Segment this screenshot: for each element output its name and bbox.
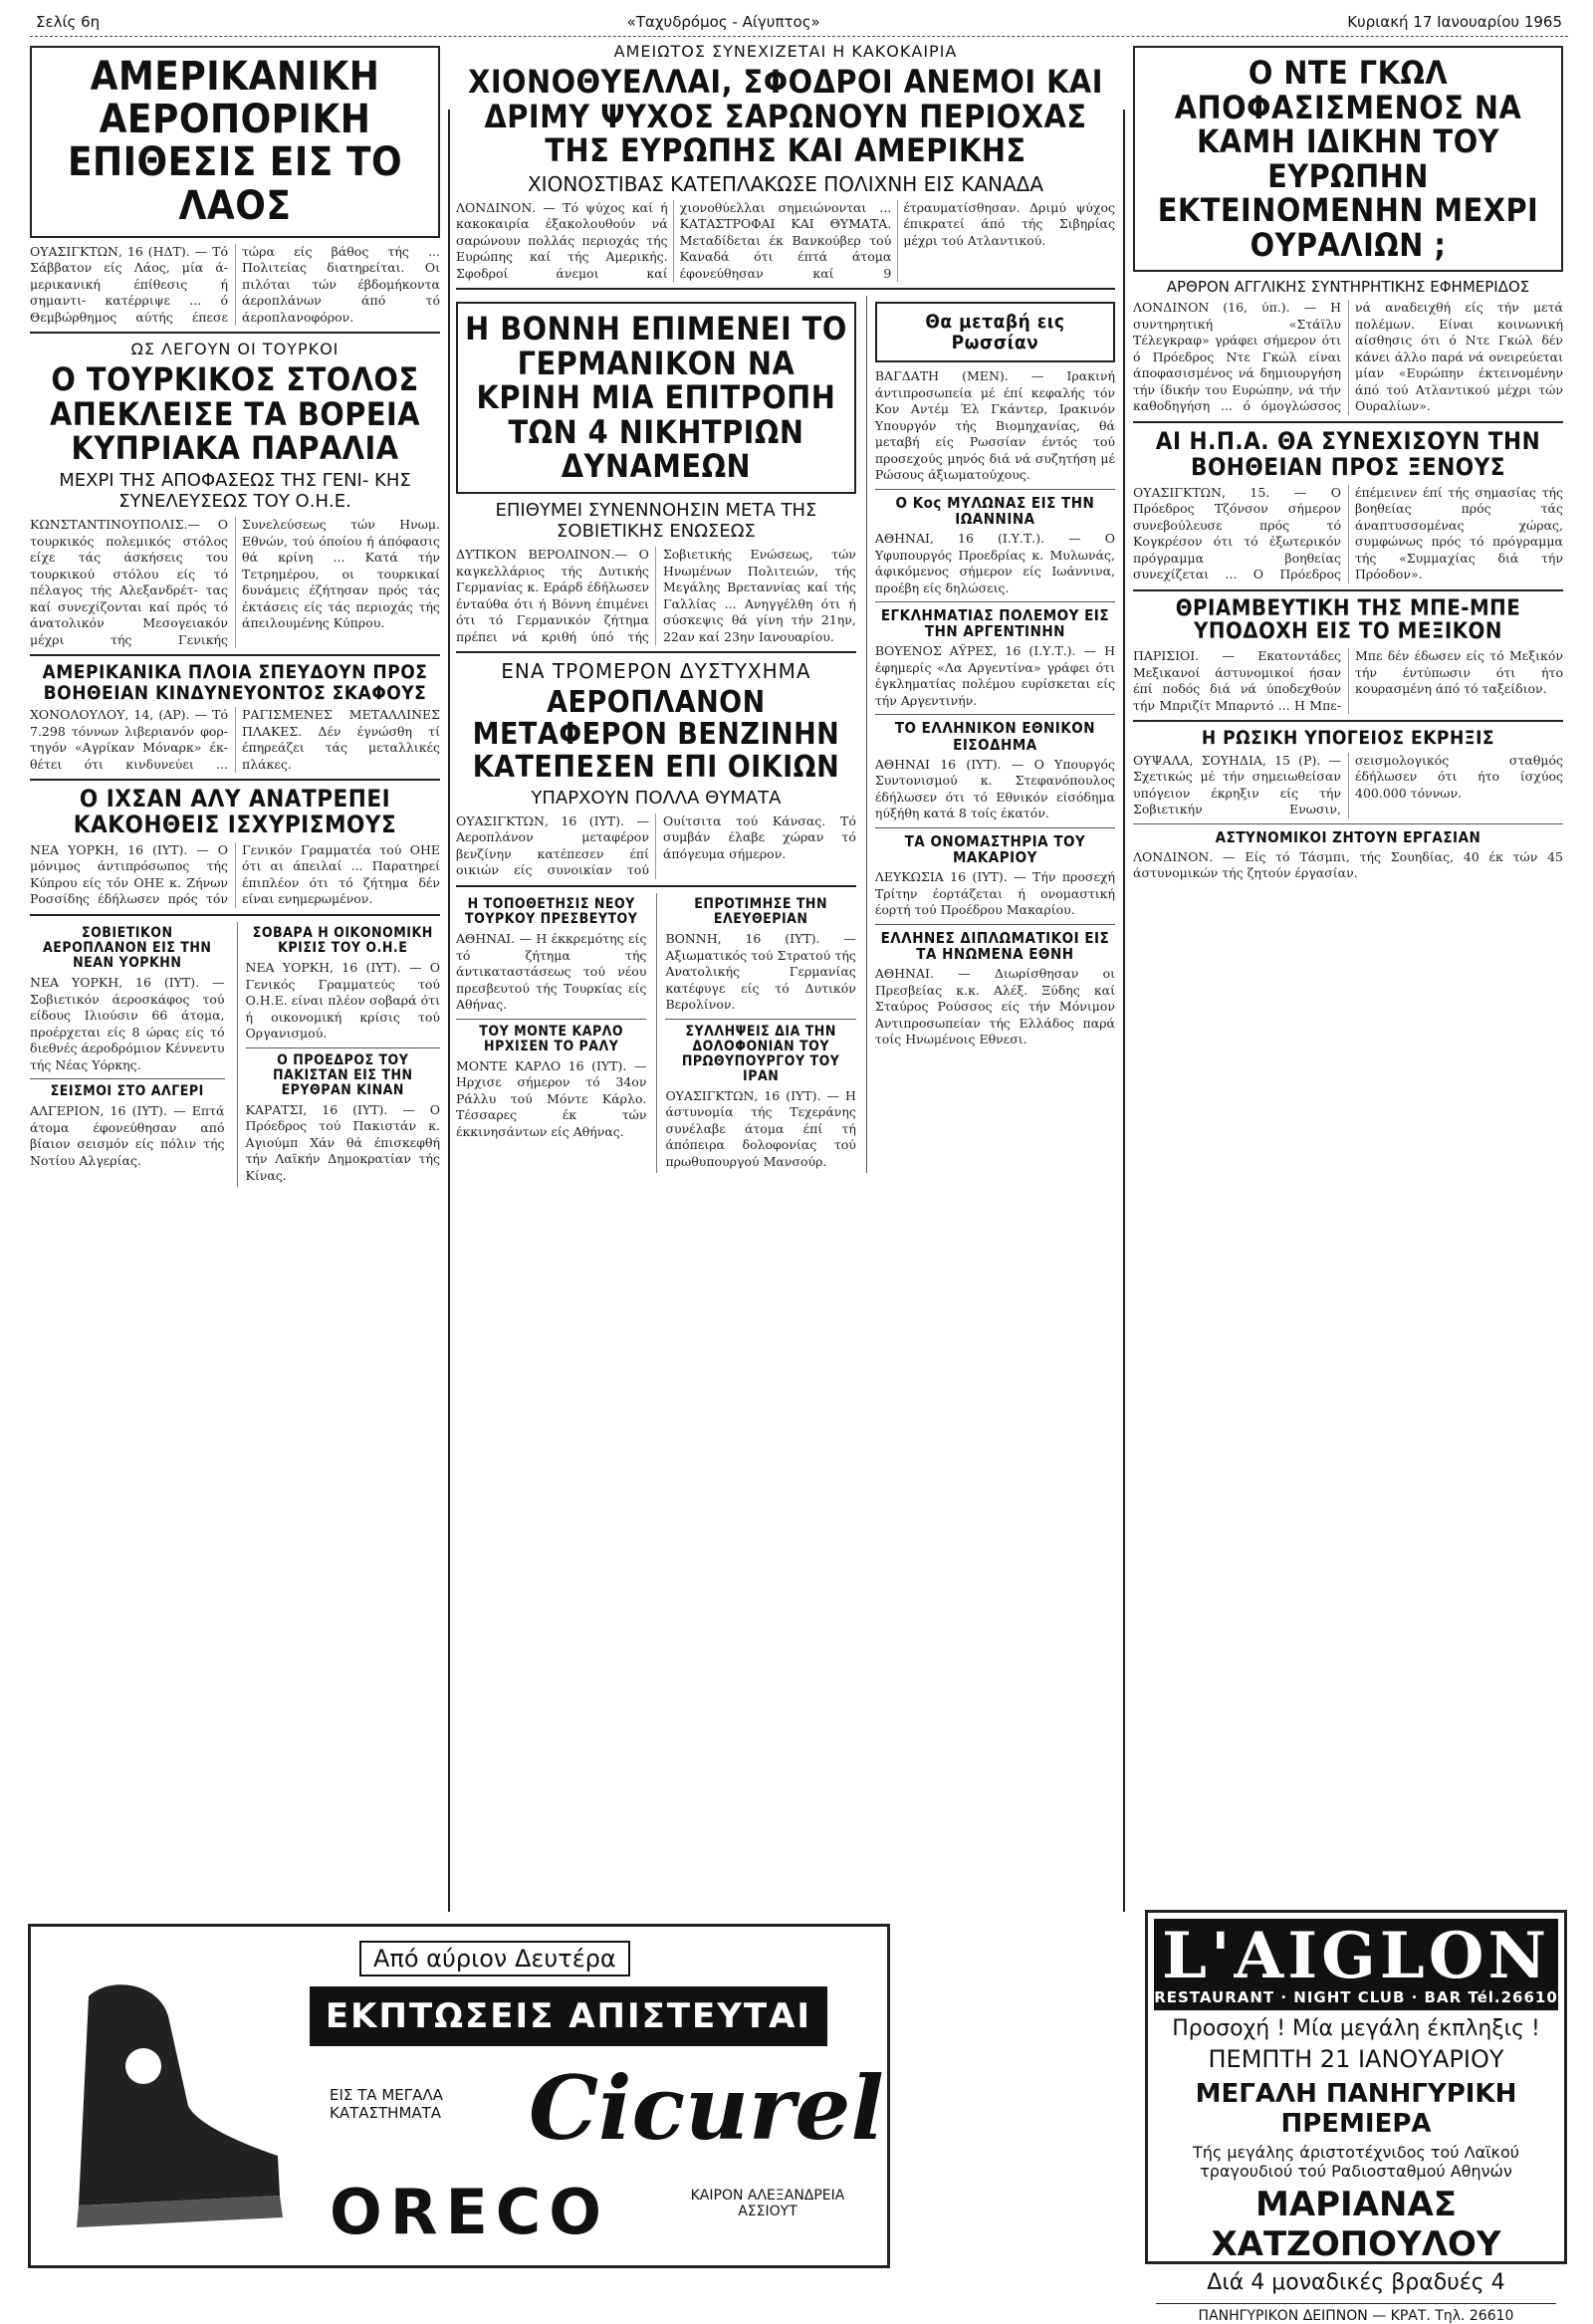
divider: [875, 924, 1115, 925]
article-body: ΑΘΗΝΑΙ, 16 (Ι.Υ.Τ.). — Ο Υφυπουργός Προεδρίας κ. Μυλωνάς, άφικόμενος σήμερον είς Ιωάννινα, προέβη είς δηλώσεις.: [874, 531, 1115, 595]
article-kicker: Θα μεταβή εις Ρωσσίαν: [925, 311, 1065, 353]
middle-split: [456, 296, 1115, 1173]
article-headline: ΣΟΒΙΕΤΙΚΟΝ ΑΕΡΟΠΛΑΝΟΝ ΕΙΣ ΤΗΝ ΝΕΑΝ ΥΟΡΚΗΝ: [43, 924, 212, 972]
article-headline: Ο Κος ΜΥΛΩΝΑΣ ΕΙΣ ΤΗΝ ΙΩΑΝΝΙΝΑ: [895, 493, 1095, 528]
article-headline: Η ΒΟΝΝΗ ΕΠΙΜΕΝΕΙ ΤΟ ΓΕΡΜΑΝΙΚΟΝ ΝΑ ΚΡΙΝΗ ΜΙΑ ΕΠΙΤΡΟΠΗ ΤΩΝ 4 ΝΙΚΗΤΡΙΩΝ ΔΥΝΑΜΕΩΝ: [465, 310, 847, 486]
ad-logo: L'AIGLON: [1161, 1919, 1551, 1993]
ad-line: ΠΑΝΗΓΥΡΙΚΟΝ ΔΕΙΠΝΟΝ — ΚΡΑΤ. Τηλ. 26610: [1156, 2303, 1556, 2324]
article-de-gaulle: [1133, 46, 1563, 272]
article-headline: ΣΥΛΛΗΨΕΙΣ ΔΙΑ ΤΗΝ ΔΟΛΟΦΟΝΙΑΝ ΤΟΥ ΠΡΩΘΥΠΟΥΡΓΟΥ ΤΟΥ ΙΡΑΝ: [681, 1023, 840, 1084]
article-body: ΛΟΝΔΙΝΟΝ. — Τό ψύχος καί ή κακοκαιρία έξακολουθούν νά σαρώνουν πολλάς περιοχάς τής Ευρώπης καί τής Αμερικής. Σφοδροί άνεμοι καί χιονοθύελλαι σημειώνονται ... ΚΑΤΑΣΤΡΟΦΑΙ ΚΑΙ ΘΥΜΑΤΑ. Μεταδίδεται έκ Βανκούβερ τού Καναδά ότι έπτά άτομα έφονεύθησαν καί 9 έτραυματίσθησαν. Δριμύ ψύχος έπικρατεί άπό τής Σιβηρίας μέχρι τού Ατλαντικού.: [456, 199, 1115, 281]
article-headline: ΑΙ Η.Π.Α. ΘΑ ΣΥΝΕΧΙΣΟΥΝ ΤΗΝ ΒΟΗΘΕΙΑΝ ΠΡΟΣ ΞΕΝΟΥΣ: [1155, 426, 1541, 481]
column-middle: [456, 40, 1115, 1912]
ad-line: Διά 4 μοναδικές βραδυές 4: [1207, 2270, 1505, 2295]
advertisement-laiglon: [1145, 1910, 1567, 2324]
issue-date: Κυριακή 17 Ιανουαρίου 1965: [1341, 13, 1568, 31]
article-body: ΜΟΝΤΕ ΚΑΡΛΟ 16 (ΙΥΤ). — Ηρχισε σήμερον τό 34ον Ράλλυ τού Μόντε Κάρλο. Τέσσαρες έκ τών έκκινησάντων είς Αθήνας.: [456, 1057, 647, 1139]
ad-line: Τής μεγάλης άριστοτέχνιδος τού Λαϊκού τραγουδιού τού Ραδιοσταθμού Αθηνών: [1192, 2143, 1520, 2181]
article-headline: ΕΠΡΟΤΙΜΗΣΕ ΤΗΝ ΕΛΕΥΘΕΡΙΑΝ: [694, 895, 828, 927]
article-body: ΑΛΓΕΡΙΟΝ, 16 (ΙΥΤ). — Επτά άτομα έφονεύθησαν από βίαιον σεισμόν είς πόλιν τής Νοτίου Αλγερίας.: [30, 1103, 225, 1168]
article-headline: ΑΣΤΥΝΟΜΙΚΟΙ ΖΗΤΟΥΝ ΕΡΓΑΣΙΑΝ: [1215, 827, 1481, 846]
article-headline: Ο ΠΡΟΕΔΡΟΣ ΤΟΥ ΠΑΚΙΣΤΑΝ ΕΙΣ ΤΗΝ ΕΡΥΘΡΑΝ ΚΙΝΑΝ: [272, 1051, 413, 1098]
article-laos-attack: [30, 46, 440, 238]
shoe-illustration: [49, 1957, 298, 2245]
short-news-right: [656, 893, 855, 1174]
divider: [665, 1019, 855, 1020]
article-headline: Ο ΤΟΥΡΚΙΚΟΣ ΣΤΟΛΟΣ ΑΠΕΚΛΕΙΣΕ ΤΑ ΒΟΡΕΙΑ ΚΥΠΡΙΑΚΑ ΠΑΡΑΛΙΑ: [50, 360, 420, 468]
article-bonn: [456, 302, 856, 494]
article-headline: ΤΑ ΟΝΟΜΑΣΤΗΡΙΑ ΤΟΥ ΜΑΚΑΡΙΟΥ: [904, 831, 1086, 866]
shoe-silhouette-icon: [79, 1984, 280, 2206]
article-headline: ΧΙΟΝΟΘΥΕΛΛΑΙ, ΣΦΟΔΡΟΙ ΑΝΕΜΟΙ ΚΑΙ ΔΡΙΜΥ ΨΥΧΟΣ ΣΑΡΩΝΟΥΝ ΠΕΡΙΟΧΑΣ ΤΗΣ ΕΥΡΩΠΗΣ ΚΑΙ ΑΜΕΡΙΚΗΣ: [468, 63, 1103, 170]
ad-logo-banner: [1154, 1919, 1558, 2010]
ad-headline: ΕΚΠΤΩΣΕΙΣ ΑΠΙΣΤΕΥΤΑΙ: [310, 1986, 827, 2046]
article-body: ΝΕΑ ΥΟΡΚΗ, 16 (ΙΥΤ). — Σοβιετικόν άεροσκάφος τού είδους Ιλιούσιν 66 άτομα, προέρχεται είς 8 ώρας είς τό διεθνές άεροδρόμιον Κέννεντυ τής Νέας Υόρκης.: [30, 975, 225, 1072]
article-body: ΛΟΝΔΙΝΟΝ (16, ύπ.). — Η συντηρητική «Στάϊλυ Τέλεγκραφ» γράφει σήμερον ότι ό Πρόεδρος Ντε Γκώλ είναι άποφασισμένος νά δημιουργήση τήν ίδικήν του Ευρώπην, νά τήν καθοδηγήση ... ό όμογλώσσος νά αναδειχθή είς τήν μετά πολέμων. Είναι κοινωνική αίσθησις ότι ό Ντε Γκώλ δέν κάνει άλλο παρά νά ονειρεύεται μίαν «Ευρώπην έκτεινομένην άπό τού Ατλαντικού μέχρι τών Ουραλίων».: [1133, 300, 1563, 414]
article-subheadline: ΧΙΟΝΟΣΤΙΒΑΣ ΚΑΤΕΠΛΑΚΩΣΕ ΠΟΛΙΧΝΗ ΕΙΣ ΚΑΝΑΔΑ: [527, 171, 1044, 196]
article-subheadline: ΜΕΧΡΙ ΤΗΣ ΑΠΟΦΑΣΕΩΣ ΤΗΣ ΓΕΝΙ- ΚΗΣ ΣΥΝΕΛΕΥΣΕΩΣ ΤΟΥ Ο.Η.Ε.: [59, 469, 411, 513]
divider: [456, 651, 856, 653]
divider: [1133, 421, 1563, 423]
short-news-row: [456, 893, 856, 1174]
article-headline: ΑΜΕΡΙΚΑΝΙΚΗ ΑΕΡΟΠΟΡΙΚΗ ΕΠΙΘΕΣΙΣ ΕΙΣ ΤΟ ΛΑΟΣ: [67, 54, 403, 229]
article-body: ΝΕΑ ΥΟΡΚΗ, 16 (ΙΥΤ). — Ο Γενικός Γραμματεύς τού Ο.Η.Ε. είναι πλέον σοβαρά ότι ή οικονομική κρίσις τού Οργανισμού.: [245, 960, 440, 1042]
ad-left-note: ΕΙΣ ΤΑ ΜΕΓΑΛΑ ΚΑΤΑΣΤΗΜΑΤΑ: [330, 2086, 443, 2122]
shoe-highlight-icon: [125, 2048, 161, 2084]
page-number: Σελίς 6η: [30, 13, 106, 31]
article-headline: ΤΟ ΕΛΛΗΝΙΚΟΝ ΕΘΝΙΚΟΝ ΕΙΣΟΔΗΜΑ: [894, 719, 1096, 754]
divider: [875, 827, 1115, 828]
article-subheadline: ΕΠΙΘΥΜΕΙ ΣΥΝΕΝΝΟΗΣΙΝ ΜΕΤΑ ΤΗΣ ΣΟΒΙΕΤΙΚΗΣ ΕΝΩΣΕΩΣ: [495, 499, 817, 543]
divider: [456, 288, 1115, 290]
article-headline: ΑΜΕΡΙΚΑΝΙΚΑ ΠΛΟΙΑ ΣΠΕΥΔΟΥΝ ΠΡΟΣ ΒΟΗΘΕΙΑΝ ΚΙΝΔΥΝΕΥΟΝΤΟΣ ΣΚΑΦΟΥΣ: [42, 661, 428, 704]
article-body: ΝΕΑ ΥΟΡΚΗ, 16 (ΙΥΤ). — Ο μόνιμος άντιπρόσωπος τής Κύπρου είς τόν ΟΗΕ κ. Ζήνων Ροσσίδης έδήλωσεν πρός τόν Γενικόν Γραμματέα τού ΟΗΕ ότι αι άπειλαί ... Παρατηρεί έπιπλέον ότι τό ζήτημα δέν είναι ενημερωμένον.: [30, 841, 440, 907]
article-body: ΛΟΝΔΙΝΟΝ. — Είς τό Τάσμπι, τής Σουηδίας, 40 έκ τών 45 άστυνομικών τής ζητούν έργασίαν.: [1133, 848, 1563, 881]
article-body: ΟΥΨΑΛΑ, ΣΟΥΗΔΙΑ, 15 (Ρ). — Σχετικώς μέ τήν σημειωθείσαν υπόγειον έκρηξιν είς τήν Σοβιετικήν Ενωσιν, σεισμολογικός σταθμός έδήλωσεν ότι ήτο ίσχύος 400.000 τόννων.: [1133, 752, 1563, 817]
ad-top-tag: Από αύριον Δευτέρα: [359, 1941, 630, 1976]
divider: [1133, 720, 1563, 722]
article-body: ΟΥΑΣΙΓΚΤΩΝ, 16 (ΙΥΤ). — Η άστυνομία τής Τεχεράνης συνέλαβε άτομα έπί τή άπόπειρα δολοφονίας τού πρωθυπουργού Μανσούρ.: [665, 1087, 856, 1169]
article-body: ΟΥΑΣΙΓΚΤΩΝ, 16 (ΗΔΤ). — Τό Σάββατον είς Λάος, μία ά- μερικανική έπίθεσις ή σημαντι- κατέρριψε ... ό Θεμβώρθημος αύτής έπεσε τώρα είς βάθος τής ... Πολιτείας διατηρείται. Οι πιλόται τών έβδομήκοντα άεροπλάνων άπό τό άεροπλανοφόρον.: [30, 243, 440, 325]
article-headline: ΘΡΙΑΜΒΕΥΤΙΚΗ ΤΗΣ ΜΠΕ-ΜΠΕ ΥΠΟΔΟΧΗ ΕΙΣ ΤΟ ΜΕΞΙΚΟΝ: [1175, 595, 1521, 645]
divider: [875, 714, 1115, 715]
column-divider: [1123, 110, 1125, 1912]
article-subheadline: ΑΡΘΡΟΝ ΑΓΓΛΙΚΗΣ ΣΥΝΤΗΡΗΤΙΚΗΣ ΕΦΗΜΕΡΙΔΟΣ: [1166, 278, 1530, 297]
article-body: ΑΘΗΝΑΙ 16 (ΙΥΤ). — Ο Υπουργός Συντονισμού κ. Στεφανόπουλος έδήλωσεν ότι τό Εθνικόν είσόδημα ηύξήθη κατά 8 τοίς έκατόν.: [874, 756, 1115, 821]
divider: [246, 1047, 441, 1048]
ad-line: Προσοχή ! Μία μεγάλη έκπληξις !: [1172, 2016, 1540, 2041]
article-body: ΒΟΝΝΗ, 16 (ΙΥΤ). — Αξιωματικός τού Στρατού τής Ανατολικής Γερμανίας κατέφυγε είς τό Δυτικόν Βερολίνον.: [665, 931, 856, 1013]
article-headline: Η ΡΩΣΙΚΗ ΥΠΟΓΕΙΟΣ ΕΚΡΗΞΙΣ: [1201, 727, 1495, 750]
article-kicker: ΩΣ ΛΕΓΟΥΝ ΟΙ ΤΟΥΡΚΟΙ: [130, 340, 340, 359]
article-body: ΑΘΗΝΑΙ. — Η έκκρεμότης είς τό ζήτημα τής άντικαταστάσεως τού νέου πρεσβευτού τής Τουρκίας είς Αθήνας.: [456, 931, 647, 1013]
column-right: [1133, 40, 1563, 1892]
article-iraq-russia: [875, 302, 1115, 362]
divider: [875, 489, 1115, 490]
column-left: [30, 40, 440, 1912]
ad-oreco: ORECO: [330, 2176, 610, 2248]
column-divider: [448, 110, 450, 1912]
article-subheadline: ΥΠΑΡΧΟΥΝ ΠΟΛΛΑ ΘΥΜΑΤΑ: [531, 788, 782, 810]
article-headline: ΕΓΚΛΗΜΑΤΙΑΣ ΠΟΛΕΜΟΥ ΕΙΣ ΤΗΝ ΑΡΓΕΝΤΙΝΗΝ: [880, 606, 1110, 641]
short-news-left: [456, 893, 646, 1174]
ad-line: ΜΑΡΙΑΝΑΣ ΧΑΤΖΟΠΟΥΛΟΥ: [1211, 2185, 1501, 2264]
ad-tagline: RESTAURANT · NIGHT CLUB · BAR Tél.26610: [1154, 1988, 1558, 2006]
short-news-row: [30, 922, 440, 1188]
middle-main: [456, 296, 856, 1173]
article-body: ΛΕΥΚΩΣΙΑ 16 (ΙΥΤ). — Τήν προσεχή Τρίτην έορτάζεται ή ονομαστική έορτή τού Προέδρου Μακαρίου.: [874, 869, 1115, 918]
short-news-right: [237, 922, 441, 1188]
divider: [30, 332, 440, 334]
article-body: ΠΑΡΙΣΙΟΙ. — Εκατοντάδες Μεξικανοί άστυνομικοί ήσαν έπί ποδός διά νά ύποδεχθούν τήν Μπριζίτ Μπαρντό ... Η Μπε-Μπε δέν έδωσεν είς τό Μεξικόν τήν έντύπωσιν ότι ήτο κουρασμένη άπό τό ταξείδιον.: [1133, 648, 1563, 713]
divider: [30, 779, 440, 781]
divider: [456, 1019, 646, 1020]
article-kicker: ΑΜΕΙΩΤΟΣ ΣΥΝΕΧΙΖΕΤΑΙ Η ΚΑΚΟΚΑΙΡΙΑ: [613, 42, 958, 61]
article-body: ΔΥΤΙΚΟΝ ΒΕΡΟΛΙΝΟΝ.— Ο καγκελλάριος τής Δυτικής Γερμανίας κ. Εράρδ έδήλωσεν ένταύθα ότι ή Βόννη έπιμένει ότι τό Γερμανικόν ζήτημα πρέπει νά κριθή ύπό τής Σοβιετικής Ενώσεως, τών Ηνωμένων Πολιτειών, τής Μεγάλης Βρεταννίας καί τής Γαλλίας ... Ανηγγέλθη ότι ή σύσκεψις θά γίνη τήν 21ην, 22αν καί 23ην Ιανουαρίου.: [456, 547, 856, 644]
advertisement-cicurel: [28, 1924, 890, 2268]
article-body: ΒΟΥΕΝΟΣ ΑΫΡΕΣ, 16 (Ι.Υ.Τ.). — Η έφημερίς «Λα Αργεντίνα» γράφει ότι έγκληματίας πολέμου ευρίσκεται είς τήν Αργεντινήν.: [874, 643, 1115, 708]
divider: [456, 885, 856, 887]
article-body: ΟΥΑΣΙΓΚΤΩΝ, 15. — Ο Πρόεδρος Τζόνσον σήμερον συνεβούλευσε πρός τό Κογκρέσον ότι τό έξωτερικόν πρόγραμμα βοηθείας συνεχίζεται ... Ο Πρόεδρος έπέμεινεν έπί τής σημασίας τής βοηθείας πρός τάς άναπτυσσομένας χώρας, συμφώνως πρός τό πρόγραμμα τής «Συμμαχίας διά τήν Πρόοδον».: [1133, 484, 1563, 582]
article-headline: Η ΤΟΠΟΘΕΤΗΣΙΣ ΝΕΟΥ ΤΟΥΡΚΟΥ ΠΡΕΣΒΕΥΤΟΥ: [465, 895, 638, 927]
divider: [1133, 589, 1563, 591]
article-headline: ΕΛΛΗΝΕΣ ΔΙΠΛΩΜΑΤΙΚΟΙ ΕΙΣ ΤΑ ΗΝΩΜΕΝΑ ΕΘΝΗ: [880, 928, 1110, 963]
ad-brand: Cicurel: [529, 2056, 884, 2160]
article-body: ΒΑΓΔΑΤΗ (ΜΕΝ). — Ιρακινή άντιπροσωπεία μέ έπί κεφαλής τόν Κον Αντέμ Έλ Γκάντερ, Ιρακινόν Υπουργόν τής Βιομηχανίας, θά μεταβή είς Ρωσσίαν έντός τού προσεχούς μηνός διά νά συζητήση μέ Ρώσους άξιωματούχους.: [874, 368, 1115, 483]
article-headline: Ο ΝΤΕ ΓΚΩΛ ΑΠΟΦΑΣΙΣΜΕΝΟΣ ΝΑ ΚΑΜΗ ΙΔΙΚΗΝ ΤΟΥ ΕΥΡΩΠΗΝ ΕΚΤΕΙΝΟΜΕΝΗΝ ΜΕΧΡΙ ΟΥΡΑΛΙΩΝ ;: [1157, 54, 1539, 264]
middle-sidebar: [866, 296, 1115, 1173]
article-headline: ΣΕΙΣΜΟΙ ΣΤΟ ΑΛΓΕΡΙ: [50, 1083, 204, 1100]
article-headline: Ο ΙΧΣΑΝ ΑΛΥ ΑΝΑΤΡΕΠΕΙ ΚΑΚΟΗΘΕΙΣ ΙΣΧΥΡΙΣΜΟΥΣ: [73, 785, 397, 839]
divider: [1133, 823, 1563, 824]
ad-line: ΠΕΜΠΤΗ 21 ΙΑΝΟΥΑΡΙΟΥ: [1208, 2045, 1504, 2073]
ad-right-note: ΚΑΙΡΟΝ ΑΛΕΞΑΝΔΡΕΙΑ ΑΣΣΙΟΥΤ: [690, 2188, 845, 2219]
article-headline: ΣΟΒΑΡΑ Η ΟΙΚΟΝΟΜΙΚΗ ΚΡΙΣΙΣ ΤΟΥ Ο.Η.Ε: [252, 924, 433, 957]
short-news-left: [30, 922, 225, 1188]
article-body: ΚΑΡΑΤΣΙ, 16 (ΙΥΤ). — Ο Πρόεδρος τού Πακιστάν κ. Αγιούμπ Χάν θά έπισκεφθή τήν Λαϊκήν Δημοκρατίαν τής Κίνας.: [245, 1101, 440, 1183]
divider: [875, 601, 1115, 602]
masthead: [30, 8, 1568, 37]
article-body: ΟΥΑΣΙΓΚΤΩΝ, 16 (ΙΥΤ). — Αεροπλάνον μεταφέρον βενζίνην κατέπεσεν έπί οικιών είς συνοικίαν τού Ουίτσιτα τού Κάνσας. Τό συμβάν έλαβε χώραν τό άπόγευμα σήμερον.: [456, 813, 856, 878]
article-kicker: ΕΝΑ ΤΡΟΜΕΡΟΝ ΔΥΣΤΥΧΗΜΑ: [501, 659, 811, 684]
divider: [30, 914, 440, 916]
article-body: ΚΩΝΣΤΑΝΤΙΝΟΥΠΟΛΙΣ.— Ο τουρκικός πολεμικός στόλος είχε τάς άσκήσεις του τουρκικού στόλου είς τό πέλαγος τής Αλεξανδρέτ- τας καί συνεχίζονται καί πρός τό άνατολικόν Μεσογειακόν μέχρι τής Γενικής Συνελεύσεως τών Ηνωμ. Εθνών, τού όποίου ή άπόφασις θά κρίνη ... Κατά τήν Τετρημέρου, οι τουρκικαί δυνάμεις έζήτησαν πρός τάς έκτάσεις είς τάς περιοχάς τής άπειλουμένης Κύπρου.: [30, 517, 440, 647]
newspaper-name: «Ταχυδρόμος - Αίγυπτος»: [621, 13, 826, 31]
article-body: ΑΘΗΝΑΙ. — Διωρίσθησαν οι Πρεσβείας κ.κ. Αλέξ. Ξύδης καί Σταύρος Ρούσσος είς τήν Μόνιμον Αντιπροσωπείαν τής Ελλάδος παρά τοίς Ηνωμένοις Εθνεσι.: [874, 966, 1115, 1047]
divider: [30, 1078, 225, 1079]
ad-line: ΜΕΓΑΛΗ ΠΑΝΗΓΥΡΙΚΗ ΠΡΕΜΙΕΡΑ: [1195, 2079, 1517, 2139]
article-body: ΧΟΝΟΛΟΥΛΟΥ, 14, (ΑΡ). — Τό 7.298 τόννων λιβεριανόν φορ- τηγόν «Αγρίκαν Μόναρκ» έκ- θέτει ότι κινδυνεύει ... ΡΑΓΙΣΜΕΝΕΣ ΜΕΤΑΛΛΙΝΕΣ ΠΛΑΚΕΣ. Δέν έγνώσθη τί έπηρεάζει τάς μεταλλικές πλάκες.: [30, 707, 440, 772]
article-headline: ΑΕΡΟΠΛΑΝΟΝ ΜΕΤΑΦΕΡΟΝ ΒΕΝΖΙΝΗΝ ΚΑΤΕΠΕΣΕΝ ΕΠΙ ΟΙΚΙΩΝ: [472, 685, 840, 785]
divider: [30, 654, 440, 656]
article-headline: ΤΟΥ ΜΟΝΤΕ ΚΑΡΛΟ ΗΡΧΙΣΕΝ ΤΟ ΡΑΛΥ: [479, 1023, 624, 1054]
